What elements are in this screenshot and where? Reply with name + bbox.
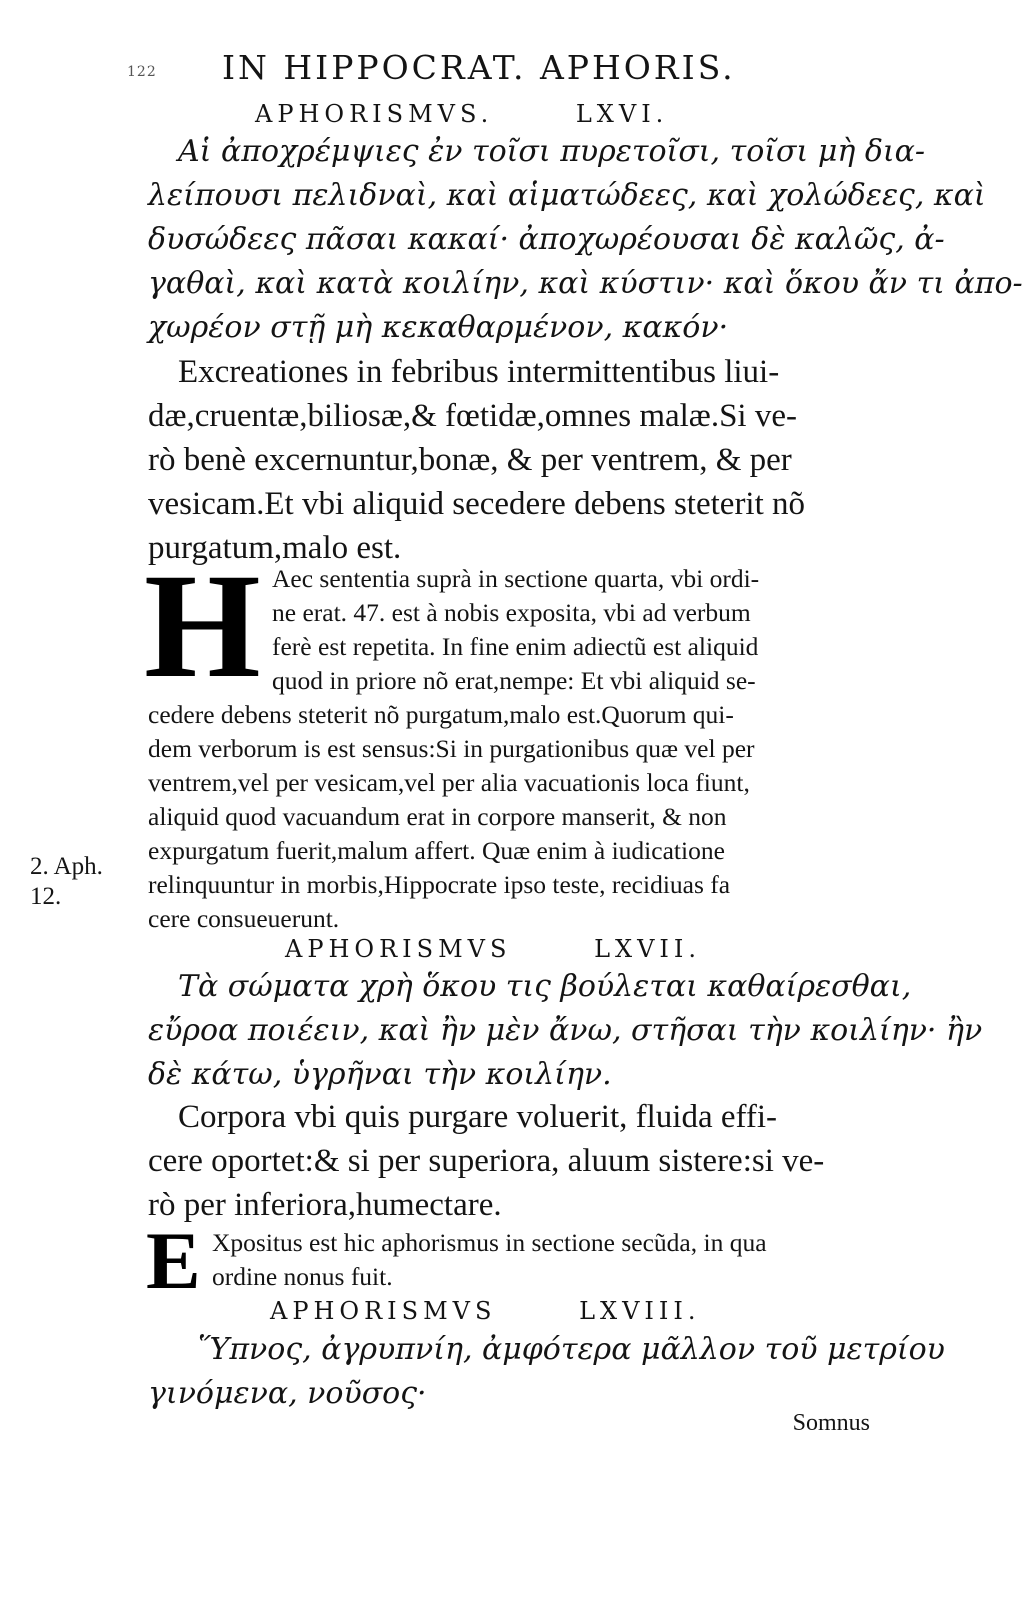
latin-line: Corpora vbi quis purgare voluerit, fluida effi- [178,1099,778,1135]
commentary-line: quod in priore nõ erat,nempe: Et vbi aliquid se- [272,666,756,695]
commentary-line: ne erat. 47. est à nobis exposita, vbi ad verbum [272,598,751,627]
latin-line: dæ,cruentæ,biliosæ,& fœtidæ,omnes malæ.Si ve- [148,398,797,434]
greek-line: χωρέον στῇ μὴ κεκαθαρμένον, κακόν· [148,310,729,345]
aphorism-heading-numeral: LXVII. [594,935,702,963]
greek-line: δυσώδεες πᾶσαι κακαί· ἀποχωρέουσαι δὲ καλῶς, ἀ- [148,222,945,257]
aphorism-heading-word: APHORISMVS [270,1297,497,1325]
greek-line: Αἱ ἀποχρέμψιες ἐν τοῖσι πυρετοῖσι, τοῖσι μὴ δια- [178,134,926,169]
latin-line: Excreationes in febribus intermittentibus liui- [178,354,780,390]
margin-note-line: 12. [30,883,62,910]
commentary-line: aliquid quod vacuandum erat in corpore manserit, & non [148,802,727,831]
margin-note [30,852,103,912]
margin-note-line: 2. Aph. [30,853,103,880]
drop-cap-initial: E [146,1215,201,1306]
commentary-line: dem verborum is est sensus:Si in purgationibus quæ vel per [148,734,755,763]
latin-line: purgatum,malo est. [148,530,402,566]
greek-line: λείπουσι πελιδναὶ, καὶ αἱματώδεες, καὶ χολώδεες, καὶ [148,178,986,213]
commentary-line: Xpositus est hic aphorismus in sectione secũda, in qua [212,1228,767,1257]
greek-text-68 [148,1328,945,1416]
page-number: 122 [127,64,157,80]
commentary-line: cedere debens steterit nõ purgatum,malo est.Quorum qui- [148,700,734,729]
greek-text-67 [148,965,982,1097]
catchword: Somnus [792,1410,870,1436]
latin-line: vesicam.Et vbi aliquid secedere debens steterit nõ [148,486,806,522]
greek-line: γινόμενα, νοῦσος· [148,1376,427,1411]
commentary-line: relinquuntur in morbis,Hippocrate ipso teste, recidiuas fa [148,870,731,899]
drop-cap-initial: H [144,543,261,709]
greek-line: εὔροα ποιέειν, καὶ ἢν μὲν ἄνω, στῆσαι τὴν κοιλίην· ἢν [148,1013,983,1048]
aphorism-heading-68 [270,1297,701,1325]
greek-line: Τὰ σώματα χρὴ ὅκου τις βούλεται καθαίρεσθαι, [178,969,912,1004]
running-title: IN HIPPOCRAT. APHORIS. [222,48,736,87]
greek-line: γαθαὶ, καὶ κατὰ κοιλίην, καὶ κύστιν· καὶ ὅκου ἄν τι ἀπο- [148,266,1023,301]
aphorism-heading-numeral: LXVIII. [579,1297,701,1325]
commentary-line: cere consueuerunt. [148,904,340,933]
latin-text-67 [148,1095,824,1227]
greek-text-66 [148,130,1023,350]
commentary-line: ordine nonus fuit. [212,1262,393,1291]
greek-line: Ὕπνος, ἀγρυπνίη, ἀμφότερα μᾶλλον τοῦ μετρίου [198,1332,945,1367]
commentary-line: ferè est repetita. In fine enim adiectũ est aliquid [272,632,759,661]
aphorism-heading-numeral: LXVI. [575,100,669,128]
latin-text-66 [148,350,805,570]
latin-line: rò benè excernuntur,bonæ, & per ventrem, & per [148,442,792,478]
latin-line: rò per inferiora,humectare. [148,1187,502,1223]
aphorism-heading-66 [255,100,668,128]
aphorism-heading-word: APHORISMVS [285,935,512,963]
commentary-line: expurgatum fuerit,malum affert. Quæ enim à iudicatione [148,836,725,865]
commentary-line: ventrem,vel per vesicam,vel per alia vacuationis loca fiunt, [148,768,750,797]
commentary-line: Aec sententia suprà in sectione quarta, vbi ordi- [272,564,760,593]
latin-line: cere oportet:& si per superiora, aluum sistere:si ve- [148,1143,825,1179]
aphorism-heading-67 [285,935,701,963]
commentary-66 [148,562,759,936]
aphorism-heading-word: APHORISMVS. [255,100,494,128]
commentary-67 [212,1226,767,1294]
greek-line: δὲ κάτω, ὑγρῆναι τὴν κοιλίην. [148,1057,612,1092]
